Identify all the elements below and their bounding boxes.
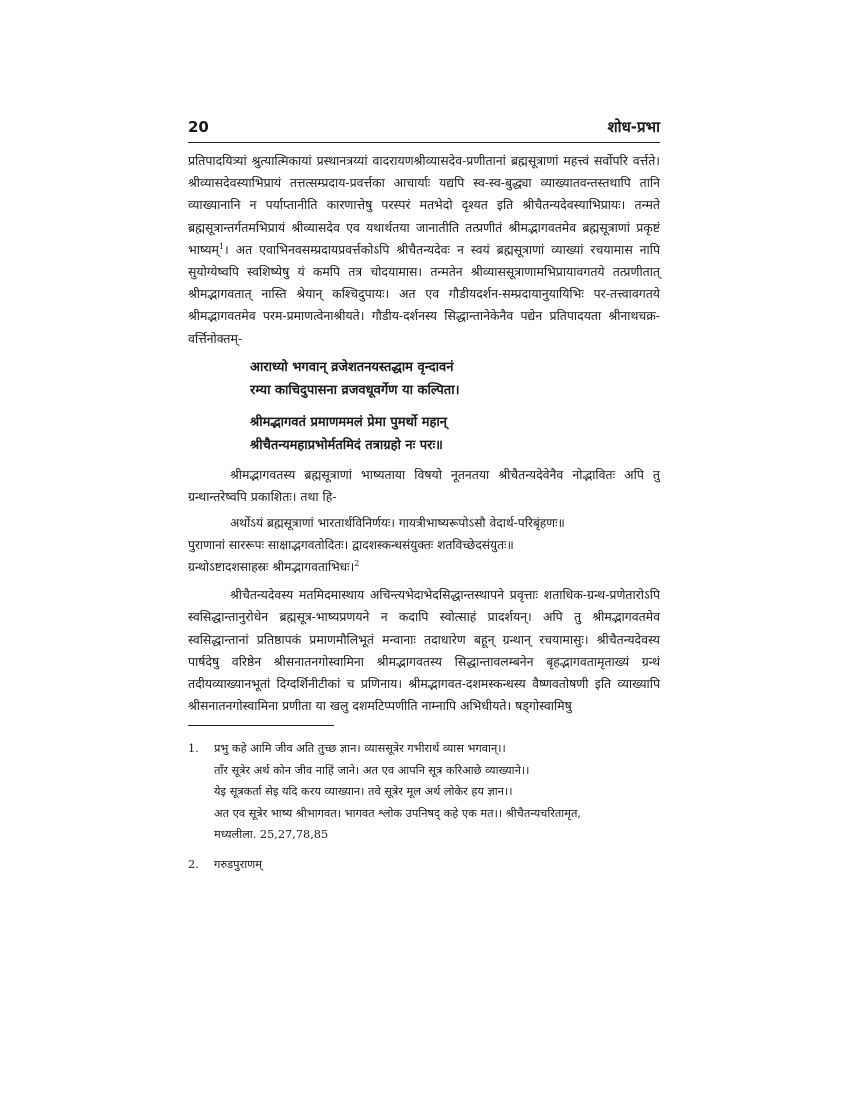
footnote-line: गरुडपुराणम् [214,857,263,871]
paragraph-2: श्रीमद्भागवतस्य ब्रह्मसूत्राणां भाष्यताया विषयो नूतनतया श्रीचैतन्यदेवेनैव नोद्भावितः अपि तु ग्रन्थान्तरेष्वपि प्रकाशितः। तथा हि- [188,466,660,505]
footnote-number: 2. [188,857,199,871]
footnote-line: ताँर सूत्रेर अर्थ कोन जीव नाहिं जाने। अत एव आपनि सूत्र करिआछे व्याख्याने।। [214,763,530,777]
paragraph-1-part-2: । अत एवाभिनवसम्प्रदायप्रवर्त्तकोऽपि श्रीचैतन्यदेवः न स्वयं ब्रह्मसूत्राणां व्याख्यां रचयामास नापि सुयोग्येष्वपि स्वशिष्येषु यं कमपि तत्र चोदयामास। तन्मतेन श्रीव्याससूत्राणामभिप्रायावगतये तत्प्रणीतात् श्रीमद्भागवतात् नास्ति श्रेयान् कश्चिदुपायः। अत एव गौडीयदर्शन-सम्प्रदायानुयायिभिः पर-तत्त्वावगतये श्रीमद्भागवतमेव परम-प्रमाणत्वेनाश्रीयते। गौडीय-दर्शनस्य सिद्धान्तानेकेनैव पद्येन प्रतिपादयता श्रीनाथचक्र-वर्त्तिनोक्तम्- [188,241,660,346]
footnote-line: अत एव सूत्रेर भाष्य श्रीभागवत। भागवत श्लोक उपनिषद् कहे एक मत।। श्रीचैतन्यचरितामृत, [214,806,582,820]
footnote-line: मध्यलीला. 25,27,78,85 [214,828,329,842]
footnote-1 [188,738,660,846]
sanskrit-verse [250,356,660,458]
journal-title: शोध-प्रभा [607,118,660,136]
page-body [188,150,660,875]
page-number: 20 [188,118,209,136]
verse-line: श्रीचैतन्यमहाप्रभोर्मतमिदं तत्राग्रहो नः परः॥ [250,438,443,454]
purana-quotation [188,512,660,578]
quote-line: अर्थोऽयं ब्रह्मसूत्राणां भारतार्थविनिर्णयः। गायत्रीभाष्यरूपोऽसौ वेदार्थ-परिबृंहणः॥ [230,516,565,531]
verse-line: श्रीमद्भागवतं प्रमाणममलं प्रेमा पुमर्थो महान् [250,414,447,430]
footnote-ref-1: 1 [218,241,225,251]
paragraph-1-part-1: प्रतिपादयित्र्यां श्रुत्यात्मिकायां प्रस्थानत्रय्यां वादरायणश्रीव्यासदेव-प्रणीतानां ब्रह्मसूत्राणां महत्त्वं सर्वोपरि वर्त्तते। श्रीव्यासदेवस्याभिप्रायं तत्तत्सम्प्रदाय-प्रवर्त्तका आचार्याः यद्यपि स्व-स्व-बुद्ध्या व्याख्यातवन्तस्तथापि तानि व्याख्यानानि न पर्याप्तानीति कारणात्तेषु परस्परं मतभेदो दृश्यत इति श्रीचैतन्यदेवस्याभिप्रायः। तन्मते ब्रह्मसूत्रान्तर्गतमभिप्रायं श्रीव्यासदेव एव यथार्थतया जानातीति तत्प्रणीतं श्रीमद्भागवतमेव ब्रह्मसूत्राणां प्रकृष्टं भाष्यम् [188,153,660,257]
verse-line: रम्या काचिदुपासना व्रजवधूवर्गेण या कल्पिता। [250,383,460,399]
footnote-number: 1. [188,742,199,756]
quote-line: पुराणानां साररूपः साक्षाद्भगवतोदितः। द्वादशस्कन्धसंयुक्तः शतविच्छेदसंयुतः॥ [188,538,514,553]
paragraph-1 [188,150,660,350]
quote-line-last [188,556,660,578]
paragraph-3: श्रीचैतन्यदेवस्य मतमिदमास्थाय अचिन्त्यभेदाभेदसिद्धान्तस्थापने प्रवृत्ताः शताधिक-ग्रन्थ-प्रणेतारोऽपि स्वसिद्धान्तानुरोधेन ब्रह्मसूत्र-भाष्यप्रणयने न कदापि स्वोत्साहं प्रादर्शयन्। अपि तु श्रीमद्भागवतमेव स्वसिद्धान्तानां प्रतिष्ठापकं प्रमाणमौलिभूतं मन्वानाः तदाधारेण बहून् ग्रन्थान् रचयामासुः। श्रीचैतन्यदेवस्य पार्षदेषु वरिष्ठेन श्रीसनातनगोस्वामिना श्रीमद्भागवतस्य सिद्धान्तावलम्बनेन बृहद्भागवतामृताख्यं ग्रन्थं तदीयव्याख्यानभूतां दिग्दर्शिनीटीकां च प्रणिनाय। श्रीमद्भागवत-दशमस्कन्धस्य वैष्णवतोषणी इति व्याख्यापि श्रीसनातनगोस्वामिना प्रणीता या खलु दशमटिप्पणीति नाम्नापि अभिधीयते। षड्गोस्वामिषु [188,587,660,714]
quote-line-text: ग्रन्थोऽष्टादशसाहस्रः श्रीमद्भागवताभिधः। [188,560,355,575]
verse-line: आराध्यो भगवान् व्रजेशतनयस्तद्धाम वृन्दावनं [250,359,454,375]
footnote-2 [188,854,660,876]
footnote-line: येइ सूत्रकर्ता सेइ यदि करय व्याख्यान। तवे सूत्रेर मूल अर्थ लोकेर हय ज्ञान।। [214,785,513,799]
running-header [188,116,660,143]
footnote-separator [188,725,334,726]
footnote-line: प्रभु कहे आमि जीव अति तुच्छ ज्ञान। व्याससूत्रेर गभीरार्थ व्यास भगवान्।। [214,742,506,756]
footnote-ref-2: 2 [354,559,360,569]
